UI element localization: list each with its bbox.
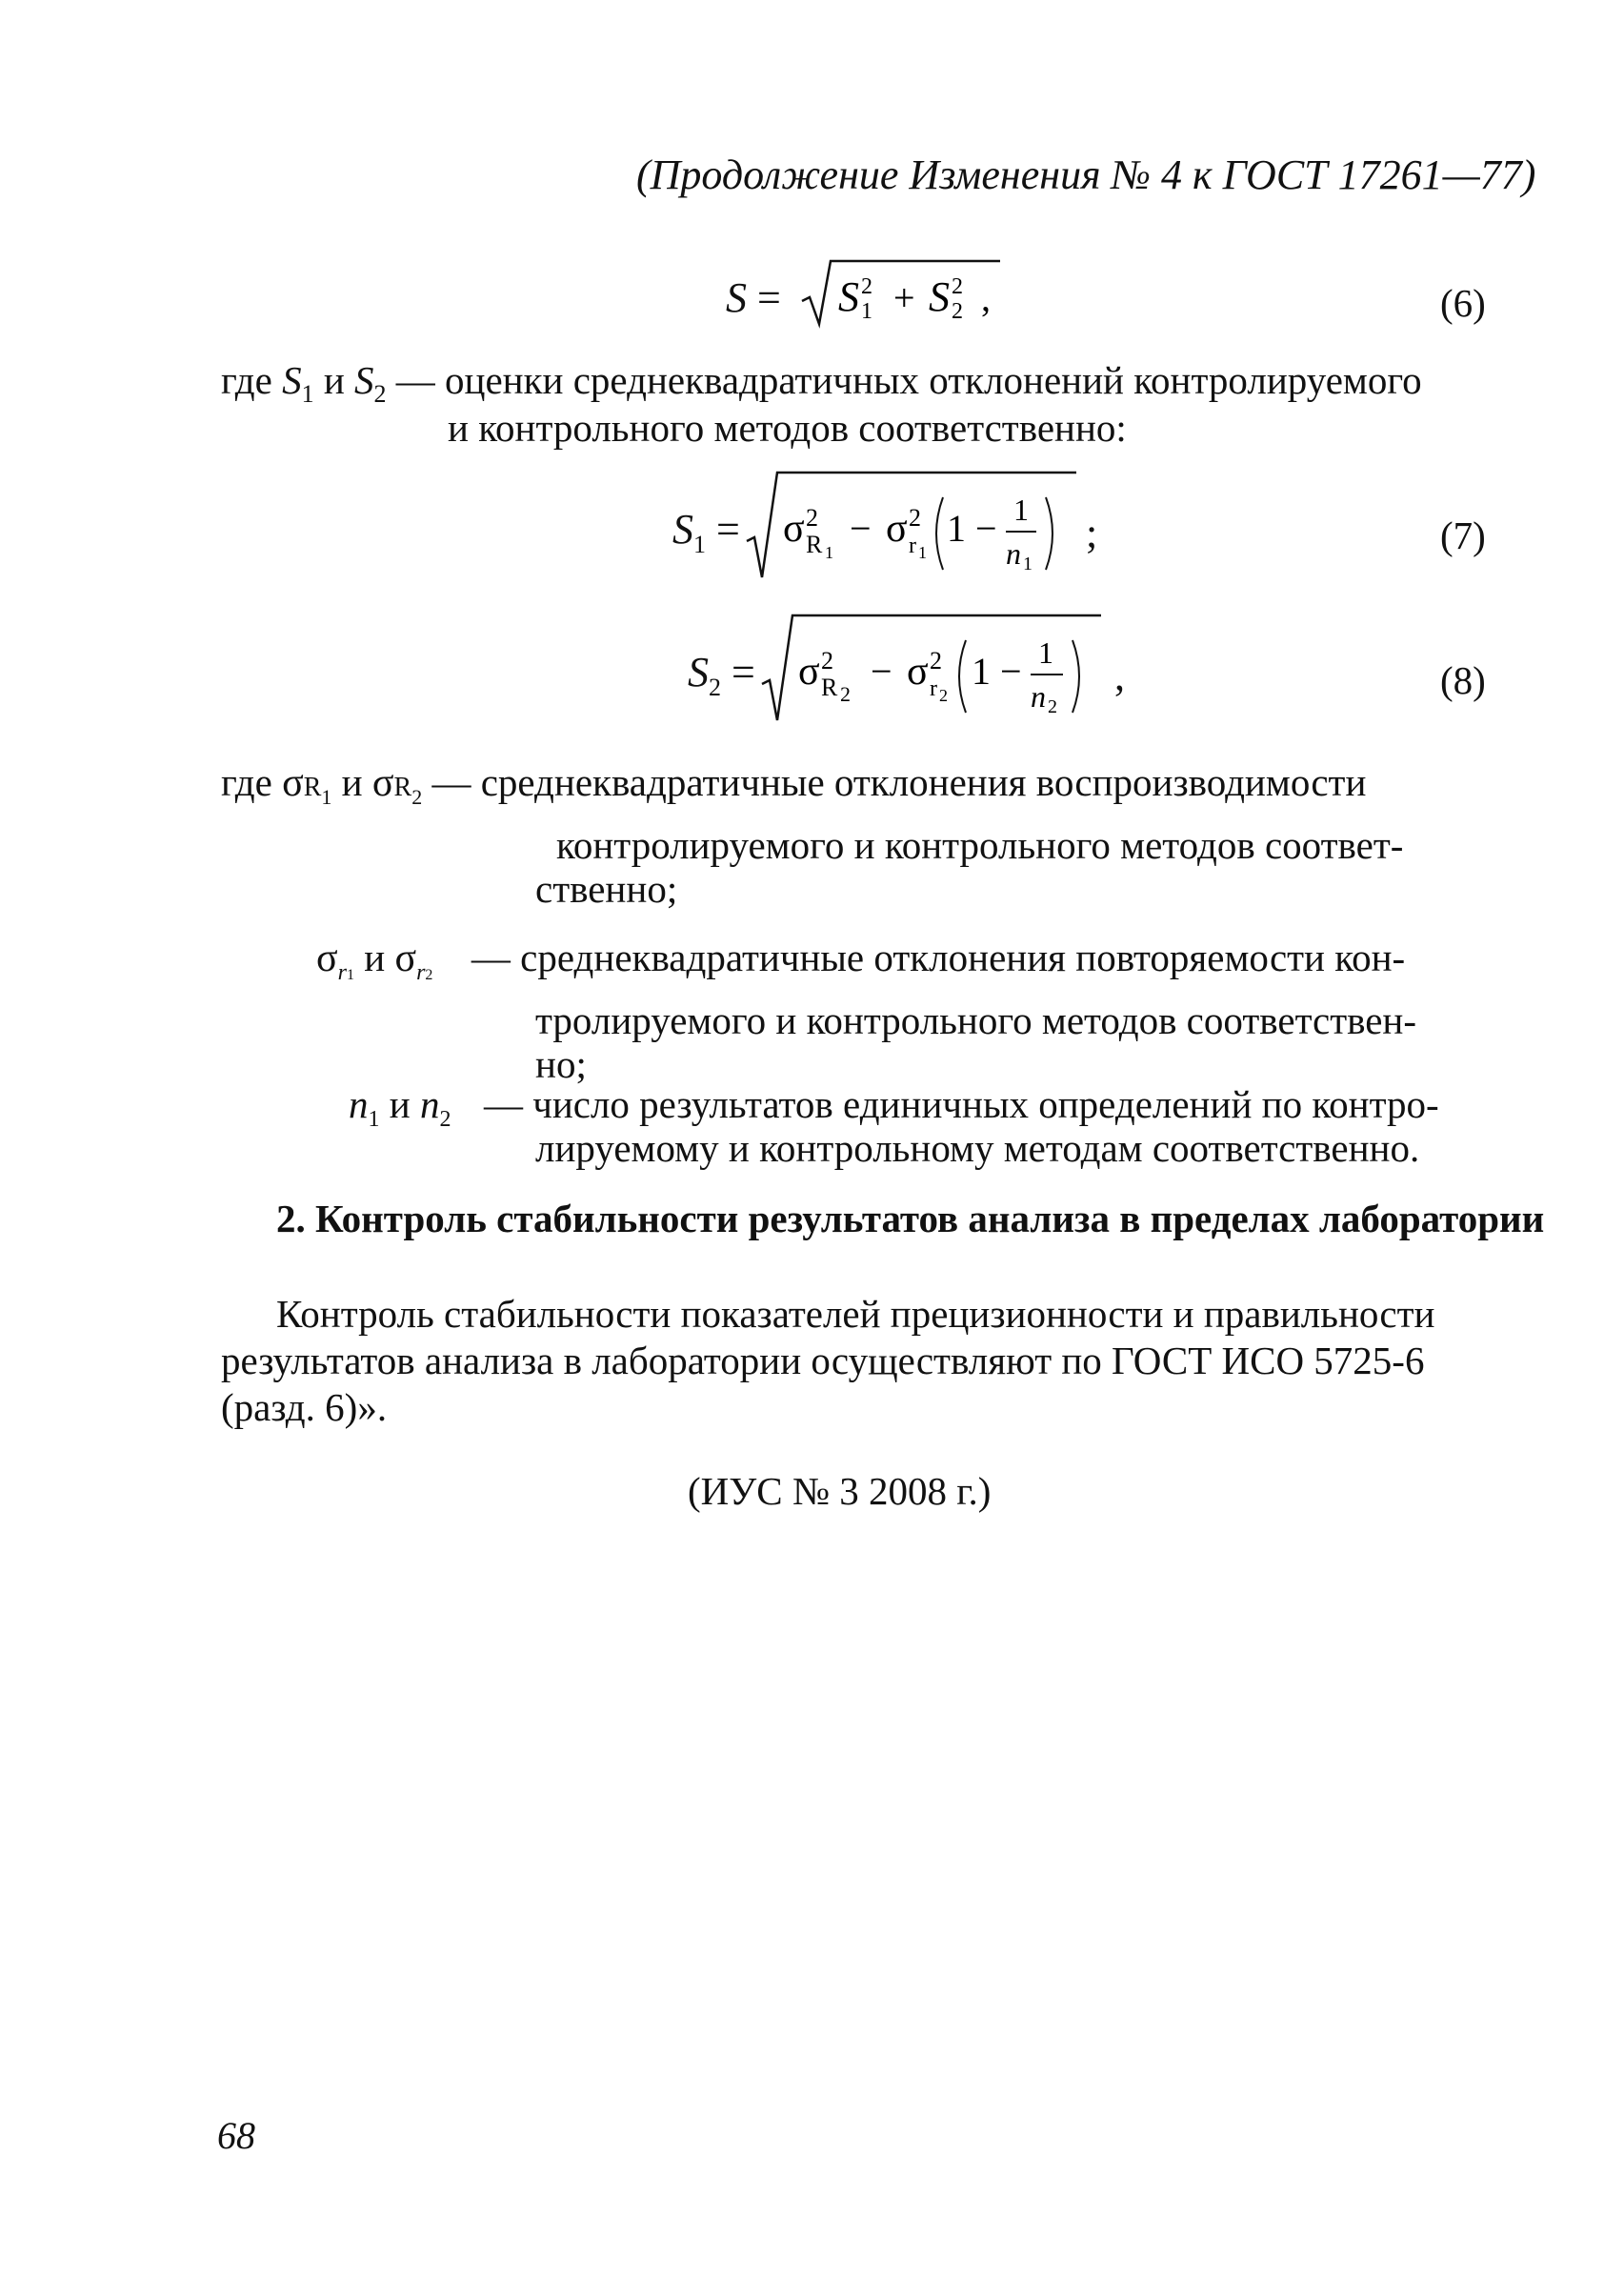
svg-text:−: −	[850, 507, 872, 550]
svg-text:1: 1	[918, 543, 927, 562]
svg-text:σ: σ	[886, 507, 908, 551]
svg-text:2: 2	[861, 274, 872, 299]
eq6-equals: =	[757, 274, 781, 321]
svg-text:σ: σ	[783, 507, 805, 551]
equation-8-lhs: $S_2$ =	[688, 649, 755, 701]
svg-text:+: +	[893, 276, 915, 319]
svg-text:n: n	[1006, 536, 1021, 571]
svg-text:1 −: 1 −	[947, 507, 997, 550]
svg-text:2: 2	[952, 299, 963, 324]
svg-text:2: 2	[840, 682, 851, 706]
paragraph-line3: (разд. 6)».	[221, 1385, 388, 1429]
def-sigma-rep-line3: но;	[535, 1042, 587, 1086]
page-number: 68	[217, 2114, 255, 2157]
equation-8-number: (8)	[1440, 658, 1486, 702]
svg-text:S: S	[838, 273, 859, 320]
svg-text:1 −: 1 −	[972, 650, 1022, 693]
def-sigma-r-line3: ственно;	[535, 867, 678, 911]
svg-text:1: 1	[1023, 554, 1033, 574]
svg-text:1: 1	[825, 543, 833, 562]
paragraph-line1: Контроль стабильности показателей прецизионности и правильности	[276, 1292, 1435, 1336]
def-sigma-r-line1: где $\sigma R_1$ и $\sigma R_2$ — среднеквадратичные отклонения воспроизводимости	[221, 760, 1367, 810]
svg-text:r: r	[930, 676, 937, 701]
svg-text:2: 2	[1048, 696, 1057, 717]
svg-text:,: ,	[981, 276, 991, 319]
svg-text:n: n	[1031, 679, 1046, 714]
ius-reference: (ИУС № 3 2008 г.)	[688, 1469, 992, 1513]
def-sigma-rep-line1: $\sigma_{r1}$ и $\sigma_{r2}$ — среднеквадратичные отклонения повторяемости кон-	[316, 936, 1406, 986]
svg-text:R: R	[806, 531, 823, 558]
def-sigma-r-line2: контролируемого и контрольного методов соответ-	[556, 823, 1404, 867]
svg-text:σ: σ	[798, 650, 820, 694]
svg-text:2: 2	[821, 647, 833, 675]
svg-text:1: 1	[861, 299, 872, 324]
svg-text:−: −	[871, 650, 892, 693]
def-sigma-rep-line2: тролируемого и контрольного методов соответствен-	[535, 998, 1417, 1042]
equation-6	[726, 273, 781, 322]
equation-7-lhs: $S_1$ =	[672, 506, 740, 558]
svg-text:S: S	[929, 273, 950, 320]
svg-text:1: 1	[1013, 493, 1029, 527]
equation-8-radical	[760, 608, 1113, 732]
equation-7-radical	[745, 465, 1088, 589]
where-s1-s2-line1: где $S_1$ и $S_2$ — оценки среднеквадратичных отклонений контролируемого	[221, 358, 1422, 409]
equation-6-number: (6)	[1440, 281, 1486, 325]
svg-text:2: 2	[909, 504, 921, 532]
equation-8-tail: ,	[1114, 653, 1125, 699]
svg-text:2: 2	[806, 504, 818, 532]
paragraph-line2: результатов анализа в лаборатории осуществляют по ГОСТ ИСО 5725-6	[221, 1339, 1425, 1382]
equation-6-radical	[800, 255, 1005, 332]
svg-text:2: 2	[930, 647, 942, 675]
def-n-line2: лируемому и контрольному методам соответственно.	[535, 1126, 1420, 1170]
eq6-lhs: S	[726, 274, 747, 321]
svg-text:R: R	[821, 674, 838, 701]
svg-text:2: 2	[939, 686, 948, 705]
where-s1-s2-line2: и контрольного методов соответственно:	[448, 406, 1127, 450]
page-header: (Продолжение Изменения № 4 к ГОСТ 17261—77)	[636, 151, 1536, 198]
equation-7-number: (7)	[1440, 514, 1486, 557]
equation-7-tail: ;	[1086, 510, 1098, 556]
svg-text:r: r	[909, 534, 916, 558]
svg-text:2: 2	[952, 274, 963, 299]
section-heading: 2. Контроль стабильности результатов анализа в пределах лаборатории	[276, 1197, 1545, 1240]
svg-text:1: 1	[1038, 635, 1053, 670]
svg-text:σ: σ	[907, 650, 929, 694]
def-n-line1: $n_1$ и $n_2$ — число результатов единичных определений по контро-	[349, 1082, 1439, 1133]
